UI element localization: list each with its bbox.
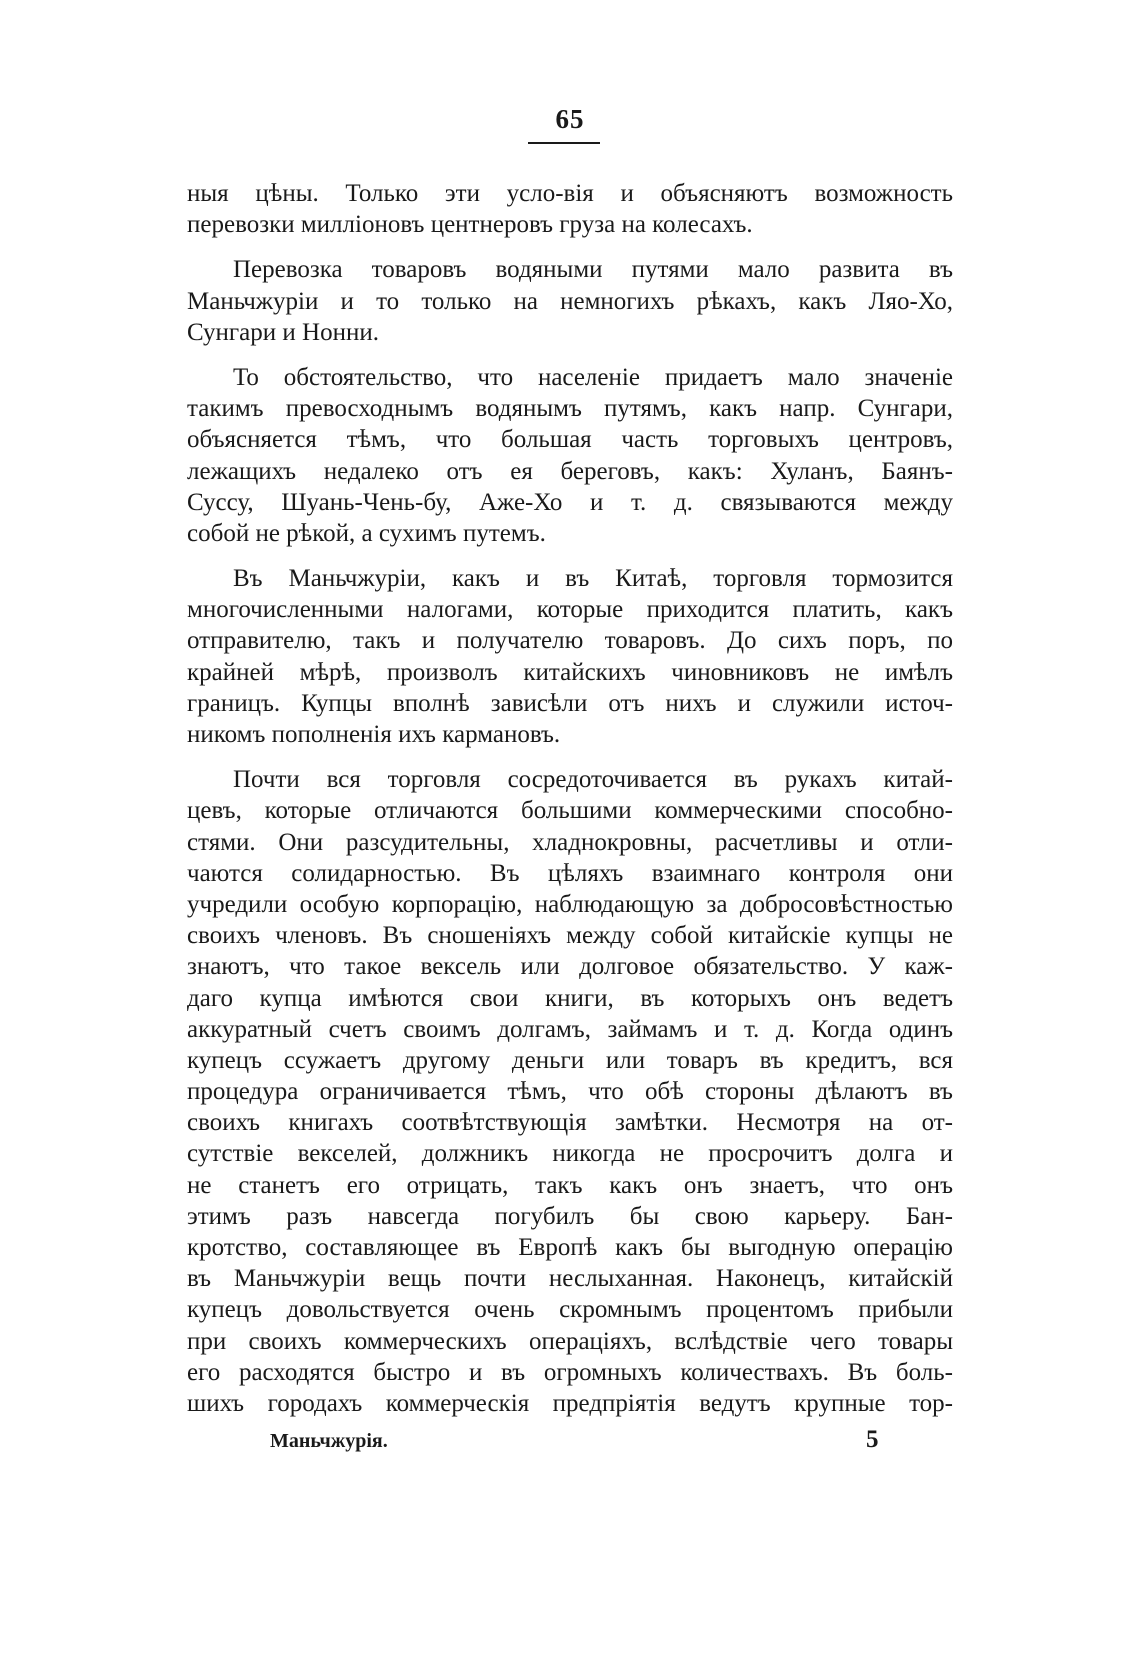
text-line: собой не рѣкой, а сухимъ путемъ.	[187, 519, 546, 547]
text-line: перевозки милліоновъ центнеровъ груза на колесахъ.	[187, 211, 753, 239]
text-line: цевъ, которые отличаются большими коммерческими способно-	[187, 797, 953, 825]
page-number: 65	[555, 104, 585, 134]
text-line: границъ. Купцы вполнѣ зависѣли отъ нихъ и служили источ-	[187, 689, 953, 717]
text-line: чаются солидарностью. Въ цѣляхъ взаимнаго контроля они	[187, 859, 953, 887]
text-line: многочисленными налогами, которые приходится платить, какъ	[187, 596, 953, 624]
text-line: То обстоятельство, что населеніе придаетъ мало значеніе	[233, 363, 953, 391]
text-line: учредили особую корпорацію, наблюдающую за добросовѣстностью	[187, 890, 953, 918]
text-line: процедура ограничивается тѣмъ, что обѣ стороны дѣлаютъ въ	[187, 1078, 953, 1106]
text-line: Суссу, Шуань-Чень-бу, Аже-Хо и т. д. связываются между	[187, 488, 953, 516]
text-line: Перевозка товаровъ водяными путями мало развита въ	[233, 256, 953, 284]
text-line: аккуратный счетъ своимъ долгамъ, займамъ и т. д. Когда одинъ	[187, 1015, 953, 1043]
text-line: купецъ ссужаетъ другому деньги или товаръ въ кредитъ, вся	[187, 1046, 953, 1074]
text-line: стями. Они разсудительны, хладнокровны, расчетливы и отли-	[187, 828, 953, 856]
text-line: такимъ превосходнымъ водянымъ путямъ, какъ напр. Сунгари,	[187, 395, 953, 423]
text-line: лежащихъ недалеко отъ ея береговъ, какъ: Хуланъ, Баянъ-	[187, 457, 953, 485]
text-line: крайней мѣрѣ, произволъ китайскихъ чиновниковъ не имѣлъ	[187, 658, 953, 686]
text-line: своихъ книгахъ соотвѣтствующія замѣтки. Несмотря на от-	[187, 1109, 953, 1137]
text-line: Въ Маньчжуріи, какъ и въ Китаѣ, торговля тормозится	[233, 565, 953, 593]
running-title: Маньчжурія.	[270, 1430, 388, 1452]
paragraph	[187, 178, 953, 240]
signature-mark: 5	[866, 1426, 879, 1453]
paragraph	[187, 563, 953, 750]
paragraph	[187, 362, 953, 549]
text-line: ныя цѣны. Только эти усло-вія и объясняютъ возможность	[187, 180, 953, 207]
text-line: въ Маньчжуріи вещь почти неслыханная. Наконецъ, китайскій	[187, 1265, 953, 1293]
text-line: купецъ довольствуется очень скромнымъ процентомъ прибыли	[187, 1296, 953, 1324]
text-line: этимъ разъ навсегда погубилъ бы свою карьеру. Бан-	[187, 1202, 953, 1230]
text-line: кротство, составляющее въ Европѣ какъ бы выгодную операцію	[187, 1234, 953, 1261]
paragraph	[187, 254, 953, 348]
text-line: его расходятся быстро и въ огромныхъ количествахъ. Въ боль-	[187, 1358, 953, 1386]
text-line: Почти вся торговля сосредоточивается въ рукахъ китай-	[233, 766, 953, 794]
text-line: никомъ пополненія ихъ кармановъ.	[187, 721, 561, 748]
text-line: сутствіе векселей, должникъ никогда не просрочитъ долга и	[187, 1140, 953, 1168]
text-line: даго купца имѣются свои книги, въ которыхъ онъ ведетъ	[187, 984, 953, 1012]
text-line: при своихъ коммерческихъ операціяхъ, вслѣдствіе чего товары	[187, 1327, 953, 1355]
text-line: Маньчжуріи и то только на немногихъ рѣкахъ, какъ Ляо-Хо,	[187, 287, 953, 315]
text-line: своихъ членовъ. Въ сношеніяхъ между собой китайскіе купцы не	[187, 922, 953, 950]
paragraph	[187, 764, 953, 1419]
text-line: знаютъ, что такое вексель или долговое обязательство. У каж-	[187, 953, 953, 981]
page-number-rule	[528, 142, 600, 144]
text-line: отправителю, такъ и получателю товаровъ. До сихъ поръ, по	[187, 627, 953, 655]
text-line: не станетъ его отрицать, такъ какъ онъ знаетъ, что онъ	[187, 1171, 953, 1199]
text-line: шихъ городахъ коммерческія предпріятія ведутъ крупные тор-	[187, 1389, 953, 1417]
text-line: объясняется тѣмъ, что большая часть торговыхъ центровъ,	[187, 426, 953, 454]
text-line: Сунгари и Нонни.	[187, 318, 379, 346]
body-text	[187, 178, 953, 1433]
